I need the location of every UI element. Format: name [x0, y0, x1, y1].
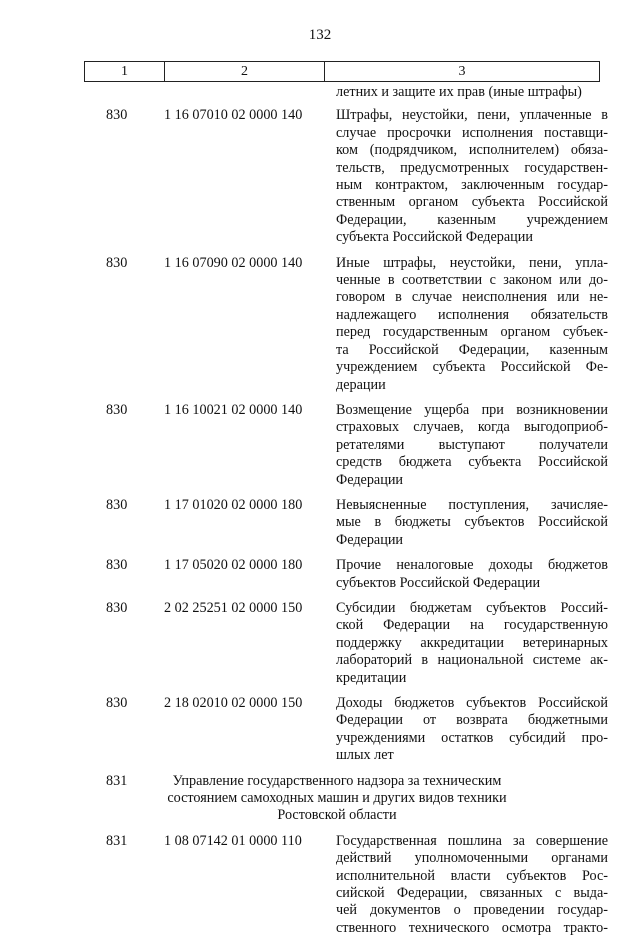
- revenue-description: [336, 497, 608, 549]
- desc-line: ретателями выступают получатели: [336, 436, 608, 453]
- desc-line: Федерации: [336, 531, 404, 548]
- admin-code: 830: [106, 107, 128, 124]
- page-number: 132: [308, 27, 332, 43]
- admin-code: 831: [106, 772, 128, 789]
- table-row: [0, 497, 640, 549]
- budget-classification-code: 1 17 01020 02 0000 180: [164, 496, 303, 513]
- desc-line: учреждением субъекта Российской Фе-: [336, 359, 608, 376]
- header-col-3: 3: [458, 63, 466, 79]
- header-col-2: 2: [165, 62, 325, 81]
- admin-code: 830: [106, 496, 128, 513]
- desc-line: Иные штрафы, неустойки, пени, упла-: [336, 254, 608, 271]
- desc-line: ным контрактом, заключенным государ-: [336, 177, 608, 194]
- revenue-description: [336, 833, 608, 937]
- desc-line: та Российской Федерации, казенным: [336, 341, 608, 358]
- revenue-description: [336, 600, 608, 687]
- desc-line: поддержку аккредитации ветеринарных: [336, 634, 608, 651]
- desc-line: тельств, предусмотренных государствен-: [336, 159, 608, 176]
- desc-line: кредитации: [336, 669, 407, 686]
- desc-line: Возмещение ущерба при возникновении: [336, 401, 608, 418]
- table-row: [0, 255, 640, 394]
- budget-classification-code: 1 16 07010 02 0000 140: [164, 107, 303, 124]
- budget-classification-code: 1 16 07090 02 0000 140: [164, 254, 303, 271]
- desc-line: ственного технического осмотра тракто-: [336, 919, 608, 936]
- desc-line: Доходы бюджетов субъектов Российской: [336, 695, 608, 711]
- section-heading-line: состоянием самоходных машин и других видов техники: [167, 790, 507, 807]
- desc-line: Невыясненные поступления, зачисляе-: [336, 496, 608, 513]
- desc-line: случае просрочки исполнения поставщи-: [336, 124, 608, 141]
- budget-classification-code: 2 02 25251 02 0000 150: [164, 599, 303, 616]
- desc-line: перед государственным органом субъек-: [336, 324, 608, 341]
- header-col-1: 1: [85, 62, 165, 81]
- desc-line: Федерации, казенным учреждением: [336, 211, 608, 228]
- revenue-description: [336, 557, 608, 592]
- desc-line: говором в случае неисполнения или не-: [336, 289, 608, 306]
- section-heading-row: [0, 773, 640, 825]
- desc-line: Федерации от возврата бюджетными: [336, 712, 608, 729]
- table-row: [0, 402, 640, 489]
- desc-line: дерации: [336, 376, 386, 393]
- budget-classification-code: 1 17 05020 02 0000 180: [164, 557, 303, 574]
- desc-line: субъектов Российской Федерации: [336, 574, 541, 591]
- revenue-description: [336, 255, 608, 394]
- revenue-description: [336, 107, 608, 246]
- admin-code: 830: [106, 401, 128, 418]
- desc-line: ченные в соответствии с законом или до-: [336, 272, 608, 289]
- admin-code: 830: [106, 254, 128, 271]
- desc-line: сийской Федерации, связанных с выда-: [336, 885, 608, 902]
- table-header: [84, 61, 600, 82]
- desc-line: ской Федерации на государственную: [336, 617, 608, 634]
- section-heading-line: Управление государственного надзора за техническим: [172, 772, 502, 789]
- desc-line: Федерации: [336, 471, 404, 488]
- desc-line: надлежащего исполнения обязательств: [336, 306, 608, 323]
- desc-line: мые в бюджеты субъектов Российской: [336, 514, 608, 531]
- desc-line: Штрафы, неустойки, пени, уплаченные в: [336, 107, 608, 124]
- table-row: [0, 833, 640, 937]
- revenue-description: [336, 402, 608, 489]
- table-row: [0, 600, 640, 687]
- desc-line: исполнительной власти субъектов Рос-: [336, 867, 608, 884]
- desc-line: Государственная пошлина за совершение: [336, 832, 608, 849]
- desc-line: чей документов о проведении государ-: [336, 902, 608, 919]
- section-heading: [152, 773, 522, 825]
- desc-line: ственным органом субъекта Российской: [336, 194, 608, 211]
- section-heading-line: Ростовской области: [277, 807, 397, 824]
- table-body: [0, 84, 640, 945]
- desc-line: страховых случаев, когда выгодоприоб-: [336, 419, 608, 436]
- admin-code: 830: [106, 695, 128, 711]
- table-row: [0, 557, 640, 592]
- admin-code: 831: [106, 832, 128, 849]
- budget-classification-code: 2 18 02010 02 0000 150: [164, 695, 303, 711]
- table-row: [0, 695, 640, 765]
- desc-line: учреждениями остатков субсидий про-: [336, 729, 608, 746]
- desc-line: Прочие неналоговые доходы бюджетов: [336, 557, 608, 574]
- table-row: [0, 107, 640, 246]
- admin-code: 830: [106, 557, 128, 574]
- revenue-description: [336, 695, 608, 765]
- budget-classification-code: 1 08 07142 01 0000 110: [164, 832, 302, 849]
- desc-line: лабораторий в национальной системе ак-: [336, 652, 608, 669]
- continuation-text: [336, 84, 608, 101]
- desc-line: средств бюджета субъекта Российской: [336, 454, 608, 471]
- desc-line: шлых лет: [336, 747, 394, 764]
- desc-line: ком (подрядчиком, исполнителем) обяза-: [336, 142, 608, 159]
- desc-line: субъекта Российской Федерации: [336, 229, 533, 246]
- desc-line: действий уполномоченными органами: [336, 850, 608, 867]
- continuation-row: [0, 84, 640, 101]
- desc-line: Субсидии бюджетам субъектов Россий-: [336, 599, 608, 616]
- budget-classification-code: 1 16 10021 02 0000 140: [164, 401, 303, 418]
- desc-line: летних и защите их прав (иные штрафы): [336, 84, 582, 100]
- admin-code: 830: [106, 599, 128, 616]
